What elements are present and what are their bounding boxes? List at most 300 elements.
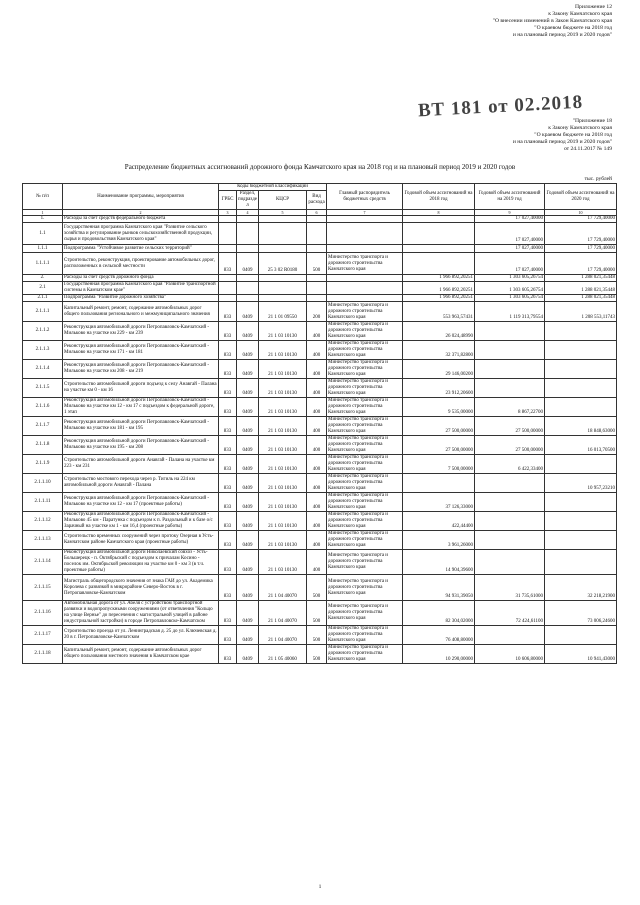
amount-2020 — [545, 493, 617, 512]
target-article-code — [259, 216, 307, 223]
row-number: 2.1.1.6 — [23, 398, 63, 417]
target-article-code — [259, 282, 307, 295]
row-number: 2.1 — [23, 282, 63, 295]
target-article-code: 25 3 02 R0180 — [259, 253, 307, 275]
amount-2019 — [475, 512, 545, 531]
grbs-code: 833 — [219, 398, 237, 417]
amount-2018: 14 904,39600 — [403, 550, 475, 575]
amount-2019: 17 027,40000 — [475, 245, 545, 253]
section-code: 0409 — [237, 575, 259, 601]
column-number: 10 — [545, 210, 617, 216]
row-name: Строительство автомобильной дороги Анавгай - Палана на участке км 223 - км 231 — [63, 455, 219, 474]
row-number: 2.1.1.8 — [23, 436, 63, 455]
row-name: Государственная программа Камчатского края "Развитие сельского хозяйства и регулирование рынков сельскохозяйственной продукции, сырья и продовольствия Камчатского края" — [63, 223, 219, 245]
amount-2020: 1 288 021,35448 — [545, 282, 617, 295]
table-row — [23, 295, 617, 302]
table-row — [23, 398, 617, 417]
target-article-code — [259, 275, 307, 282]
expense-type-code: 500 — [307, 626, 327, 645]
section-code: 0409 — [237, 322, 259, 341]
budget-administrator: Министерство транспорта и дорожного строительства Камчатского края — [327, 575, 403, 601]
row-name: Подпрограмма "Развитие дорожного хозяйства" — [63, 295, 219, 302]
target-article-code: 21 1 03 10130 — [259, 455, 307, 474]
row-name: Реконструкция автомобильной дороги Петропавловск-Камчатский - Мильково на участке км 12 - км 17 (проектные работы) — [63, 493, 219, 512]
section-code: 0409 — [237, 253, 259, 275]
amount-2019 — [475, 550, 545, 575]
header-line: "О краевом бюджете на 2018 год — [534, 132, 612, 138]
row-number: 2.1.1.7 — [23, 417, 63, 436]
amount-2019: 27 500,00000 — [475, 436, 545, 455]
section-code: 0409 — [237, 601, 259, 626]
header-line: "О краевом бюджете на 2018 год — [534, 25, 612, 31]
table-row — [23, 455, 617, 474]
section-code: 0409 — [237, 626, 259, 645]
amount-2020 — [545, 512, 617, 531]
grbs-code: 833 — [219, 575, 237, 601]
target-article-code: 21 1 03 10130 — [259, 512, 307, 531]
header-kvr: Вид расхода — [307, 191, 327, 210]
row-name: Реконструкция автомобильной дороги Петропавловск-Камчатский - Мильково на участке км 208 - км 219 — [63, 360, 219, 379]
target-article-code: 21 1 03 10130 — [259, 474, 307, 493]
header-grbs: ГРБС — [219, 191, 237, 210]
budget-administrator: Министерство транспорта и дорожного строительства Камчатского края — [327, 398, 403, 417]
row-name: Строительство, реконструкция, проектирование автомобильных дорог, расположенных в сельской местности — [63, 253, 219, 275]
registration-stamp: ВТ 181 от 02.2018 — [417, 91, 584, 122]
column-number: 1 — [23, 210, 63, 216]
row-number: 1.1 — [23, 223, 63, 245]
target-article-code: 21 1 03 10130 — [259, 341, 307, 360]
amount-2020: 17 729,40000 — [545, 223, 617, 245]
expense-type-code: 400 — [307, 322, 327, 341]
header-line: "Приложение 18 — [572, 118, 612, 124]
row-name: Расходы за счет средств федерального бюджета — [63, 216, 219, 223]
row-number: 2.1.1.1 — [23, 302, 63, 322]
amount-2018: 3 961,26000 — [403, 531, 475, 550]
row-number: 2.1.1.15 — [23, 575, 63, 601]
amount-2019 — [475, 531, 545, 550]
amount-2019: 17 027,40000 — [475, 253, 545, 275]
amount-2019: 31 735,61000 — [475, 575, 545, 601]
budget-administrator: Министерство транспорта и дорожного строительства Камчатского края — [327, 645, 403, 664]
amount-2018: 32 371,82800 — [403, 341, 475, 360]
header-line: к Закону Камчатского края — [548, 125, 612, 131]
table-row — [23, 341, 617, 360]
budget-administrator: Министерство транспорта и дорожного строительства Камчатского края — [327, 341, 403, 360]
row-number: 2.1.1.10 — [23, 474, 63, 493]
amount-2020 — [545, 626, 617, 645]
amount-2018: 94 931,39050 — [403, 575, 475, 601]
header-line: от 24.11.2017 № 149 — [563, 146, 612, 152]
amount-2018 — [403, 253, 475, 275]
table-row — [23, 223, 617, 245]
appendix-header — [493, 4, 612, 39]
target-article-code: 21 1 01 09550 — [259, 302, 307, 322]
row-number: 2.1.1.11 — [23, 493, 63, 512]
amount-2018: 1 966 892,20251 — [403, 282, 475, 295]
grbs-code: 833 — [219, 436, 237, 455]
amount-2018: 7 500,00000 — [403, 455, 475, 474]
amount-2018 — [403, 245, 475, 253]
row-number: 2.1.1 — [23, 295, 63, 302]
budget-administrator: Министерство транспорта и дорожного строительства Камчатского края — [327, 253, 403, 275]
header-line: "О внесении изменений в Закон Камчатского края — [492, 18, 612, 24]
table-row — [23, 512, 617, 531]
target-article-code: 21 1 03 10130 — [259, 417, 307, 436]
row-number: 2.1.1.3 — [23, 341, 63, 360]
header-kcsr: КЦСР — [259, 191, 307, 210]
section-code: 0409 — [237, 436, 259, 455]
grbs-code: 833 — [219, 379, 237, 398]
row-name: Реконструкция автомобильной дороги Николаевский совхоз - Усть-Большерецк - п. Октябрьский с подъездом к причалам Косино - поселок им. Октябрьской революции на участке км 0 - км 3 (в т.ч. проектные работы) — [63, 550, 219, 575]
grbs-code — [219, 216, 237, 223]
expense-type-code: 400 — [307, 417, 327, 436]
amount-2018 — [403, 474, 475, 493]
budget-administrator — [327, 245, 403, 253]
section-code: 0409 — [237, 474, 259, 493]
row-name: Магистраль общегородского значения от знака ГАИ до ул. Академика Королева с развязкой в микрорайоне Северо-Восток в г. Петропавловске-Камчатском — [63, 575, 219, 601]
row-number: 2.1.1.2 — [23, 322, 63, 341]
table-row — [23, 601, 617, 626]
amount-2019: 27 500,00000 — [475, 417, 545, 436]
header-2019: Годовой объем ассигнований на 2019 год — [475, 184, 545, 210]
table-row — [23, 417, 617, 436]
amount-2020 — [545, 341, 617, 360]
expense-type-code — [307, 275, 327, 282]
row-number: 2.1.1.13 — [23, 531, 63, 550]
table-row — [23, 645, 617, 664]
grbs-code — [219, 223, 237, 245]
budget-administrator: Министерство транспорта и дорожного строительства Камчатского края — [327, 455, 403, 474]
amount-2019: 72 424,61100 — [475, 601, 545, 626]
expense-type-code: 400 — [307, 341, 327, 360]
section-code: 0409 — [237, 512, 259, 531]
row-name: Строительство автомобильной дороги подъезд к селу Анавгай - Палана на участке км 0 - км 16 — [63, 379, 219, 398]
amount-2019 — [475, 379, 545, 398]
amount-2018: 23 912,20600 — [403, 379, 475, 398]
budget-administrator: Министерство транспорта и дорожного строительства Камчатского края — [327, 302, 403, 322]
grbs-code: 833 — [219, 550, 237, 575]
expense-type-code: 400 — [307, 493, 327, 512]
expense-type-code: 400 — [307, 436, 327, 455]
amount-2020 — [545, 531, 617, 550]
amount-2018 — [403, 223, 475, 245]
amount-2018: 422,44400 — [403, 512, 475, 531]
section-code — [237, 295, 259, 302]
amount-2019: 17 027,40000 — [475, 223, 545, 245]
expense-type-code: 400 — [307, 550, 327, 575]
row-number: 1.1.1 — [23, 245, 63, 253]
header-2018: Годовой объем ассигнований на 2018 год — [403, 184, 475, 210]
amount-2020: 16 013,70500 — [545, 436, 617, 455]
amount-2018: 1 966 892,20251 — [403, 275, 475, 282]
table-row — [23, 493, 617, 512]
amount-2018: 10 290,00000 — [403, 645, 475, 664]
amount-2018: 27 500,00000 — [403, 417, 475, 436]
expense-type-code: 400 — [307, 455, 327, 474]
target-article-code: 21 1 05 40060 — [259, 645, 307, 664]
budget-administrator — [327, 275, 403, 282]
section-code: 0409 — [237, 417, 259, 436]
amount-2020 — [545, 360, 617, 379]
amount-2020 — [545, 550, 617, 575]
row-name: Реконструкция автомобильной дороги Петропавловск-Камчатский - Мильково на участке км 181 - км 195 — [63, 417, 219, 436]
budget-administrator — [327, 282, 403, 295]
amount-2019 — [475, 493, 545, 512]
amount-2020: 10 941,43000 — [545, 645, 617, 664]
amount-2020: 17 729,40000 — [545, 216, 617, 223]
section-code: 0409 — [237, 341, 259, 360]
amount-2019: 1 119 313,79554 — [475, 302, 545, 322]
section-code — [237, 223, 259, 245]
section-code: 0409 — [237, 455, 259, 474]
budget-administrator: Министерство транспорта и дорожного строительства Камчатского края — [327, 436, 403, 455]
grbs-code: 833 — [219, 253, 237, 275]
budget-administrator: Министерство транспорта и дорожного строительства Камчатского края — [327, 531, 403, 550]
grbs-code: 833 — [219, 531, 237, 550]
expense-type-code — [307, 245, 327, 253]
row-number: 2. — [23, 275, 63, 282]
row-number: 2.1.1.18 — [23, 645, 63, 664]
amount-2018 — [403, 216, 475, 223]
page-number: 1 — [318, 884, 322, 890]
grbs-code — [219, 295, 237, 302]
table-row — [23, 550, 617, 575]
table-row — [23, 360, 617, 379]
row-name: Строительство мостового перехода через р. Тигиль на 224 км автомобильной дороги Анавгай - Палана — [63, 474, 219, 493]
section-code: 0409 — [237, 379, 259, 398]
expense-type-code — [307, 282, 327, 295]
budget-administrator: Министерство транспорта и дорожного строительства Камчатского края — [327, 626, 403, 645]
column-number: 5 — [259, 210, 307, 216]
expense-type-code — [307, 295, 327, 302]
expense-type-code: 400 — [307, 360, 327, 379]
grbs-code: 833 — [219, 626, 237, 645]
column-number: 3 — [219, 210, 237, 216]
amount-2020 — [545, 379, 617, 398]
target-article-code: 21 1 04 40070 — [259, 601, 307, 626]
header-admin: Главный распорядитель бюджетных средств — [327, 184, 403, 210]
section-code — [237, 275, 259, 282]
grbs-code: 833 — [219, 302, 237, 322]
column-number: 7 — [327, 210, 403, 216]
row-number: 2.1.1.14 — [23, 550, 63, 575]
row-number: 1.1.1.1 — [23, 253, 63, 275]
amount-2018: 37 126,33000 — [403, 493, 475, 512]
grbs-code: 833 — [219, 455, 237, 474]
amount-2020: 17 729,40000 — [545, 245, 617, 253]
amount-2018: 27 500,00000 — [403, 436, 475, 455]
amount-2020: 18 848,63000 — [545, 417, 617, 436]
table-row — [23, 474, 617, 493]
amount-2018: 9 535,00000 — [403, 398, 475, 417]
amount-2019: 10 606,80000 — [475, 645, 545, 664]
budget-administrator: Министерство транспорта и дорожного строительства Камчатского края — [327, 322, 403, 341]
target-article-code: 21 1 03 10130 — [259, 531, 307, 550]
row-name: Капитальный ремонт, ремонт, содержание автомобильных дорог общего пользования местного значения в Камчатском крае — [63, 645, 219, 664]
amount-2020: 10 957,23210 — [545, 474, 617, 493]
amount-2020: 1 288 021,35448 — [545, 295, 617, 302]
budget-administrator — [327, 216, 403, 223]
amount-2020 — [545, 455, 617, 474]
amount-2019 — [475, 626, 545, 645]
section-code: 0409 — [237, 645, 259, 664]
expense-type-code: 400 — [307, 379, 327, 398]
table-row — [23, 245, 617, 253]
section-code: 0409 — [237, 550, 259, 575]
amount-2019 — [475, 322, 545, 341]
table-row — [23, 531, 617, 550]
amount-2020 — [545, 398, 617, 417]
budget-table — [22, 183, 617, 664]
expense-type-code: 200 — [307, 302, 327, 322]
units-label: тыс. рублей — [584, 176, 612, 182]
amount-2018: 26 024,48990 — [403, 322, 475, 341]
amount-2018: 82 304,02000 — [403, 601, 475, 626]
column-number: 4 — [237, 210, 259, 216]
expense-type-code — [307, 223, 327, 245]
grbs-code: 833 — [219, 322, 237, 341]
target-article-code — [259, 223, 307, 245]
row-name: Автомобильная дорога от ул. Абеля с устройством транспортной развязки и водопропускными сооружениями (от ответвления "Кольцо на улице Вернье" до пересечения с магистральной улицей в районе индустриальной застройки) в городе Петропавловске-Камчатском — [63, 601, 219, 626]
grbs-code: 833 — [219, 341, 237, 360]
row-name: Капитальный ремонт, ремонт, содержание автомобильных дорог общего пользования регионального и межмуниципального значения — [63, 302, 219, 322]
target-article-code — [259, 245, 307, 253]
amount-2020: 17 729,40000 — [545, 253, 617, 275]
amount-2019: 1 303 605,26754 — [475, 282, 545, 295]
grbs-code: 833 — [219, 474, 237, 493]
amount-2019 — [475, 360, 545, 379]
target-article-code: 21 1 03 10130 — [259, 322, 307, 341]
header-line: и на плановый период 2019 и 2020 годов" — [512, 139, 612, 145]
grbs-code: 833 — [219, 601, 237, 626]
row-name: Реконструкция автомобильной дороги Петропавловск-Камчатский - Мильково на участке км 171 - км 181 — [63, 341, 219, 360]
grbs-code: 833 — [219, 360, 237, 379]
grbs-code: 833 — [219, 645, 237, 664]
expense-type-code — [307, 216, 327, 223]
amount-2019: 1 303 605,26754 — [475, 275, 545, 282]
budget-administrator: Министерство транспорта и дорожного строительства Камчатского края — [327, 493, 403, 512]
row-name: Реконструкция автомобильной дороги Петропавловск-Камчатский - Мильково на участке км 195 - км 208 — [63, 436, 219, 455]
row-number: 2.1.1.16 — [23, 601, 63, 626]
amount-2020: 1 288 021,35448 — [545, 275, 617, 282]
amount-2020: 73 006,24600 — [545, 601, 617, 626]
budget-administrator: Министерство транспорта и дорожного строительства Камчатского края — [327, 417, 403, 436]
target-article-code: 21 1 03 10130 — [259, 398, 307, 417]
row-number: 2.1.1.17 — [23, 626, 63, 645]
budget-administrator: Министерство транспорта и дорожного строительства Камчатского края — [327, 379, 403, 398]
header-2020: Годовой объем ассигнований на 2020 год — [545, 184, 617, 210]
expense-type-code: 500 — [307, 253, 327, 275]
expense-type-code: 400 — [307, 398, 327, 417]
table-row — [23, 216, 617, 223]
row-name: Подпрограмма "Устойчивое развитие сельских территорий" — [63, 245, 219, 253]
header-line: и на плановый период 2019 и 2020 годов" — [512, 32, 612, 38]
section-code — [237, 216, 259, 223]
column-number: 6 — [307, 210, 327, 216]
table-row — [23, 253, 617, 275]
header-line: Приложение 12 — [574, 4, 612, 10]
row-name: Строительство временных сооружений через протоку Озерная в Усть-Камчатском районе Камчатского края (проектные работы) — [63, 531, 219, 550]
row-name: Расходы за счет средств дорожного фонда — [63, 275, 219, 282]
section-code: 0409 — [237, 531, 259, 550]
row-name: Реконструкция автомобильной дороги Петропавловск-Камчатский - Мильково на участке км 229 - км 239 — [63, 322, 219, 341]
section-code: 0409 — [237, 493, 259, 512]
expense-type-code: 400 — [307, 474, 327, 493]
row-number: 2.1.1.4 — [23, 360, 63, 379]
section-code: 0409 — [237, 360, 259, 379]
budget-administrator — [327, 295, 403, 302]
grbs-code: 833 — [219, 493, 237, 512]
document-title: Распределение бюджетных ассигнований дорожного фонда Камчатского края на 2018 год и на плановый период 2019 и 2020 годов — [124, 163, 516, 171]
row-number: 2.1.1.12 — [23, 512, 63, 531]
table-row — [23, 322, 617, 341]
header-num: № п/п — [23, 184, 63, 210]
grbs-code — [219, 282, 237, 295]
budget-administrator: Министерство транспорта и дорожного строительства Камчатского края — [327, 360, 403, 379]
row-name: Реконструкция автомобильной дороги Петропавловск-Камчатский - Мильково 45 км - Паратунка с подъездом к п. Раздольный и к базе о/с Зарачный на участке км 1 - км 16,4 (проектные работы) — [63, 512, 219, 531]
original-appendix-header — [513, 118, 612, 153]
column-number: 9 — [475, 210, 545, 216]
target-article-code: 21 1 03 10130 — [259, 550, 307, 575]
amount-2020: 32 218,21900 — [545, 575, 617, 601]
amount-2019 — [475, 341, 545, 360]
header-section: Раздел, подраздел — [238, 191, 257, 208]
target-article-code: 21 1 04 40070 — [259, 626, 307, 645]
row-number: 1. — [23, 216, 63, 223]
expense-type-code: 500 — [307, 601, 327, 626]
grbs-code — [219, 245, 237, 253]
header-name: Наименование программы, мероприятия — [63, 184, 219, 210]
target-article-code: 21 1 03 10130 — [259, 493, 307, 512]
row-name: Строительство проезда от ул. Ленинградская д. 25 до ул. Ключевская д. 20 в г. Петропавловске-Камчатском — [63, 626, 219, 645]
row-number: 2.1.1.9 — [23, 455, 63, 474]
section-code: 0409 — [237, 398, 259, 417]
amount-2019: 6 422,33400 — [475, 455, 545, 474]
amount-2018: 553 963,57431 — [403, 302, 475, 322]
table-row — [23, 379, 617, 398]
amount-2018: 76 408,80000 — [403, 626, 475, 645]
budget-administrator: Министерство транспорта и дорожного строительства Камчатского края — [327, 550, 403, 575]
row-name: Государственная программа Камчатского края "Развитие транспортной системы в Камчатском крае" — [63, 282, 219, 295]
expense-type-code: 500 — [307, 645, 327, 664]
budget-administrator: Министерство транспорта и дорожного строительства Камчатского края — [327, 474, 403, 493]
expense-type-code: 400 — [307, 512, 327, 531]
table-row — [23, 436, 617, 455]
budget-administrator: Министерство транспорта и дорожного строительства Камчатского края — [327, 512, 403, 531]
budget-administrator: Министерство транспорта и дорожного строительства Камчатского края — [327, 601, 403, 626]
amount-2020: 1 208 553,11743 — [545, 302, 617, 322]
row-number: 2.1.1.5 — [23, 379, 63, 398]
table-row — [23, 626, 617, 645]
amount-2019 — [475, 474, 545, 493]
table-row — [23, 575, 617, 601]
budget-administrator — [327, 223, 403, 245]
section-code: 0409 — [237, 302, 259, 322]
target-article-code: 21 1 03 10130 — [259, 436, 307, 455]
target-article-code — [259, 295, 307, 302]
grbs-code: 833 — [219, 417, 237, 436]
target-article-code: 21 1 03 10130 — [259, 360, 307, 379]
amount-2018: 1 966 892,20251 — [403, 295, 475, 302]
expense-type-code: 500 — [307, 575, 327, 601]
grbs-code: 833 — [219, 512, 237, 531]
header-classification: Коды бюджетной классификации — [219, 184, 327, 191]
table-row — [23, 282, 617, 295]
amount-2018: 29 146,00200 — [403, 360, 475, 379]
table-row — [23, 275, 617, 282]
column-number: 8 — [403, 210, 475, 216]
target-article-code: 21 1 03 10130 — [259, 379, 307, 398]
